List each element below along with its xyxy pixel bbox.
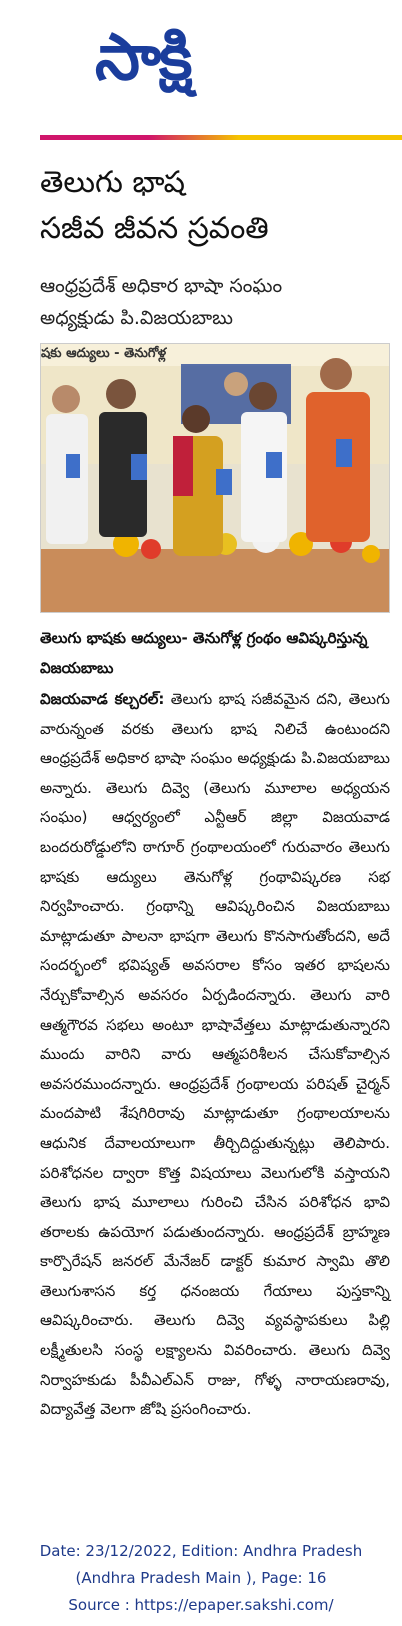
article-dateline: విజయవాడ కల్చరల్: <box>40 690 165 708</box>
footer-page: (Andhra Pradesh Main ), Page: 16 <box>75 1569 327 1587</box>
photo-banner-text: షకు ఆద్యులు - తెనుగోళ్ల <box>41 346 167 361</box>
header-divider <box>40 135 402 140</box>
source-footer <box>0 1538 402 1619</box>
article-photo <box>40 343 390 613</box>
photo-illustration <box>41 344 390 613</box>
article-headline <box>40 160 390 252</box>
footer-source: Source : https://epaper.sakshi.com/ <box>68 1596 334 1614</box>
masthead <box>0 0 402 135</box>
subhead-line-2: అధ్యక్షుడు పి.విజయబాబు <box>40 307 233 329</box>
article-body <box>40 685 390 1425</box>
article-subhead <box>40 270 390 334</box>
headline-line-1: తెలుగు భాష <box>40 165 186 200</box>
footer-date-edition: Date: 23/12/2022, Edition: Andhra Pradesh <box>39 1542 363 1560</box>
article-body-text: తెలుగు భాష సజీవమైన దని, తెలుగు వారున్నంత వరకు తెలుగు భాష నిలిచే ఉంటుందని ఆంధ్రప్రదేశ్ అధికార భాషా సంఘం అధ్యక్షుడు పి.విజయబాబు అన్నారు. తెలుగు దివ్వె (తెలుగు మూలాల అధ్యయన సంఘం) ఆధ్వర్యంలో ఎన్టీఆర్ జిల్లా విజయవాడ బందరురోడ్డులోని ఠాగూర్ గ్రంథాలయంలో గురువారం తెలుగు భాషకు ఆద్యులు తెనుగోళ్ల గ్రంథావిష్కరణ సభ నిర్వహించారు. గ్రంథాన్ని ఆవిష్కరించిన విజయబాబు మాట్లాడుతూ పాలనా భాషగా తెలుగు కొనసాగుతోందని, అదే సందర్భంలో భవిష్యత్ అవసరాల కోసం ఇతర భాషలను నేర్చుకోవాల్సిన అవసరం ఏర్పడిందన్నారు. తెలుగు వారి ఆత్మగౌరవ సభలు అంటూ భాషావేత్తలు మాట్లాడుతున్నారని ముందు వారిని వారు ఆత్మపరిశీలన చేసుకోవాల్సిన అవసరముందన్నారు. ఆంధ్రప్రదేశ్ గ్రంథాలయ పరిషత్ చైర్మన్ మందపాటి శేషగిరిరావు మాట్లాడుతూ గ్రంథాలయాలను ఆధునిక దేవాలయాలుగా తీర్చిదిద్దుతున్నట్లు తెలిపారు. పరిశోధనల ద్వారా కొత్త విషయాలు వెలుగులోకి వస్తాయని తెలుగు భాష మూలాలు గురించి చేసిన పరిశోధన భావి తరాలకు ఉపయోగ పడుతుందన్నారు. ఆంధ్రప్రదేశ్ బ్రాహ్మణ కార్పొరేషన్ జనరల్ మేనేజర్ డాక్టర్ కుమార స్వామి తొలి తెలుగుశాసన కర్త ధనంజయ గేయాలు పుస్తకాన్ని ఆవిష్కరించారు. తెలుగు దివ్వె వ్యవస్థాపకులు పిల్లి లక్ష్మీతులసి సంస్థ లక్ష్యాలను వివరించారు. తెలుగు దివ్వె నిర్వాహకుడు పీవీఎల్ఎన్ రాజు, గోళ్ళ నారాయణరావు, విద్యావేత్త వెలగా జోషి ప్రసంగించారు. <box>40 690 391 1419</box>
photo-caption: తెలుగు భాషకు ఆద్యులు- తెనుగోళ్ల గ్రంథం ఆవిష్కరిస్తున్న విజయబాబు <box>40 629 368 677</box>
subhead-line-1: ఆంధ్రప్రదేశ్ అధికార భాషా సంఘం <box>40 275 283 297</box>
headline-line-2: సజీవ జీవన స్రవంతి <box>40 211 269 246</box>
sakshi-logo: సాక్షి <box>95 21 191 95</box>
